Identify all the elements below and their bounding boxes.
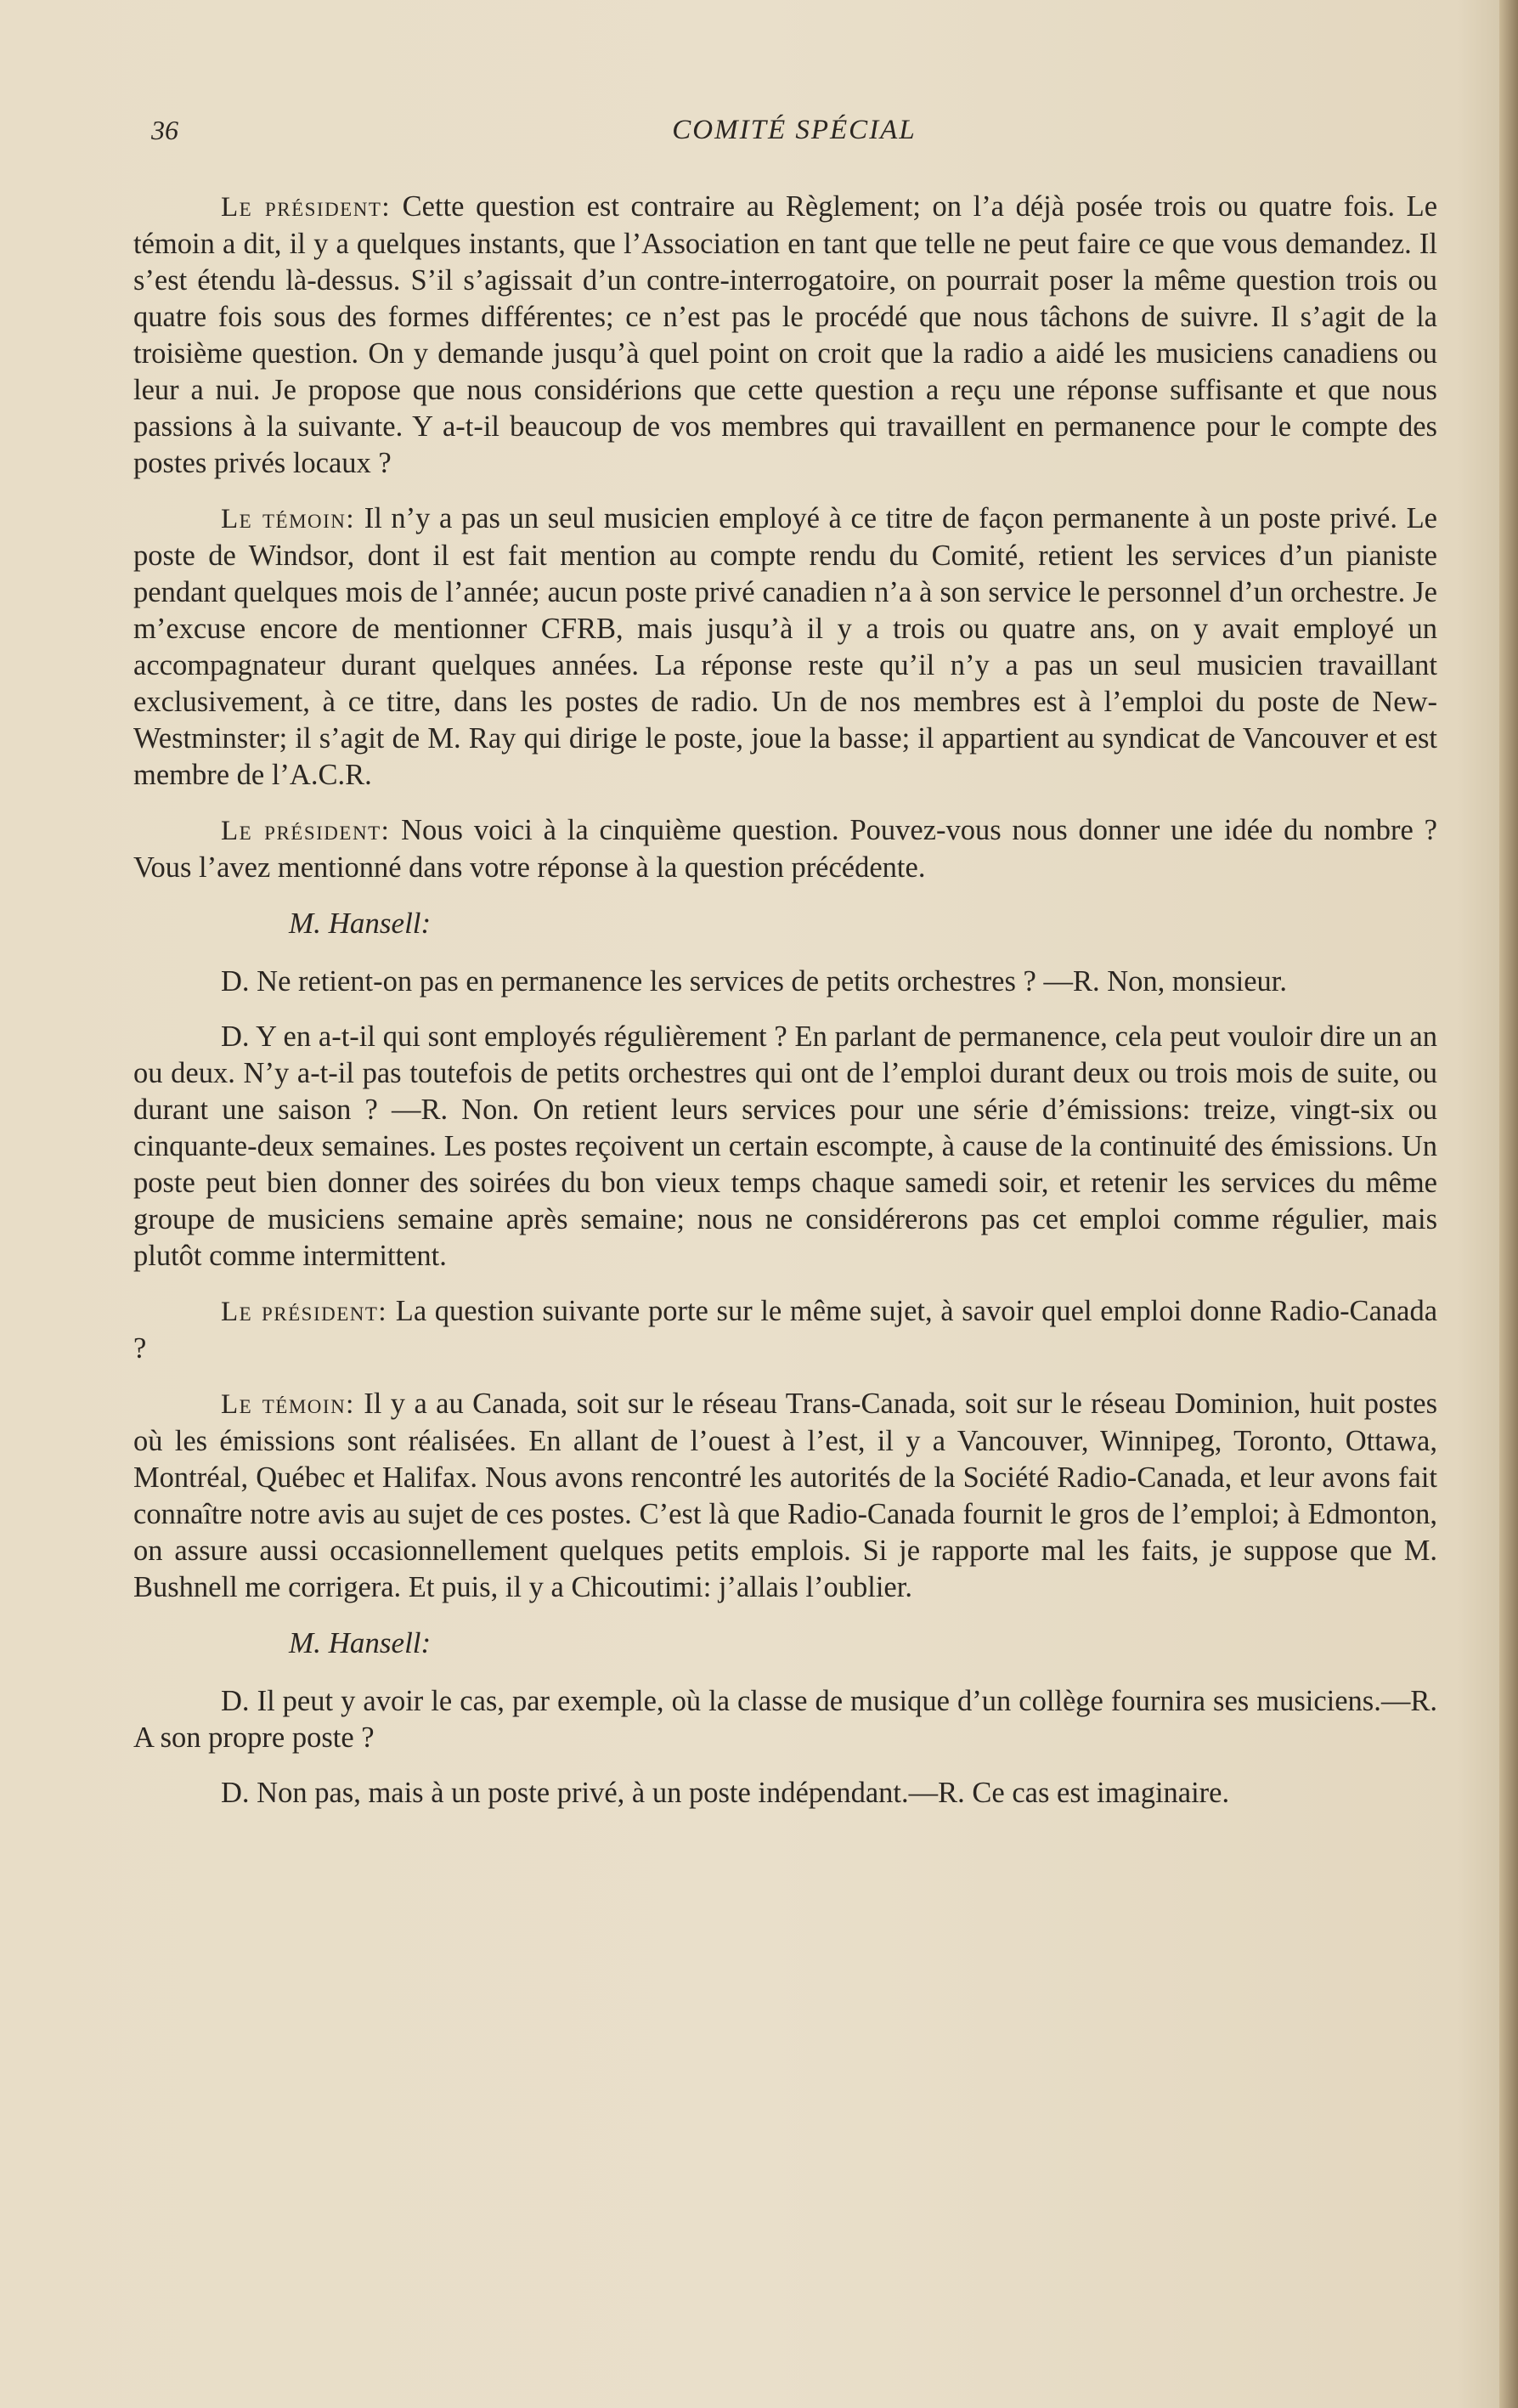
running-title: COMITÉ SPÉCIAL (672, 115, 917, 145)
speaker-heading: M. Hansell: (289, 907, 432, 940)
speaker-label: Le témoin: (221, 504, 356, 534)
page-header (151, 115, 1437, 152)
speaker-label: Le président: (221, 816, 391, 846)
speaker-label: Le président: (221, 1297, 388, 1327)
speaker-label: Le témoin: (221, 1389, 355, 1420)
paragraph-text: La question suivante porte sur le même sujet, à savoir quel emploi donne Radio-Canada ? (133, 1295, 1438, 1365)
paragraph-text: D. Non pas, mais à un poste privé, à un poste indépendant.—R. Ce cas est imaginaire. (221, 1777, 1230, 1809)
paragraph (133, 1019, 1437, 1275)
paragraph-text: D. Y en a-t-il qui sont employés régulièrement ? En parlant de permanence, cela peut vouloir dire un an ou deux. N’y a-t-il pas toutefois de petits orchestres qui ont de l’emploi durant deux ou trois mois de suite, ou durant une saison ? —R. Non. On retient leurs services pour une série d’émissions: treize, vingt-six ou cinquante-deux semaines. Les postes reçoivent un certain escompte, à cause de la continuité des émissions. Un poste peut bien donner des soirées du bon vieux temps chaque samedi soir, et retenir les services du même groupe de musiciens semaine après semaine; nous ne considérerons pas cet emploi comme régulier, mais plutôt comme intermittent. (133, 1020, 1437, 1272)
page-number: 36 (151, 115, 178, 145)
paragraph-text: Nous voici à la cinquième question. Pouvez-vous nous donner une idée du nombre ? Vous l’avez mentionné dans votre réponse à la question précédente. (133, 814, 1437, 884)
paragraph (133, 812, 1437, 886)
paragraph (133, 1683, 1437, 1756)
paragraph (133, 1293, 1437, 1367)
page-edge (1499, 0, 1518, 2408)
page-body (133, 189, 1437, 1830)
paragraph-text: Il y a au Canada, soit sur le réseau Trans-Canada, soit sur le réseau Dominion, huit postes où les émissions sont réalisées. En allant de l’ouest à l’est, il y a Vancouver, Winnipeg, Toronto, Ottawa, Montréal, Québec et Halifax. Nous avons rencontré les autorités de la Société Radio-Canada, et leur avons fait connaître notre avis au sujet de ces postes. C’est là que Radio-Canada fournit le gros de l’emploi; à Edmonton, on assure aussi occasionnellement quelques petits emplois. Si je rapporte mal les faits, je suppose que M. Bushnell me corrigera. Et puis, il y a Chicoutimi: j’allais l’oublier. (133, 1388, 1438, 1603)
paragraph (133, 1386, 1437, 1606)
paragraph-text: Cette question est contraire au Règlement; on l’a déjà posée trois ou quatre fois. Le témoin a dit, il y a quelques instants, que l’Association en tant que telle ne peut faire ce que vous demandez. Il s’est étendu là-dessus. S’il s’agissait d’un contre-interrogatoire, on pourrait poser la même question trois ou quatre fois sous des formes différentes; ce n’est pas le procédé que nous tâchons de suivre. Il s’agit de la troisième question. On y demande jusqu’à quel point on croit que la radio a aidé les musiciens canadiens ou leur a nui. Je propose que nous considérions que cette question a reçu une réponse suffisante et que nous passions à la suivante. Y a-t-il beaucoup de vos membres qui travaillent en permanence pour le compte des postes privés locaux ? (133, 190, 1438, 479)
paragraph (133, 189, 1437, 482)
paragraph (133, 964, 1437, 1000)
paragraph (133, 500, 1437, 794)
speaker-label: Le président: (221, 192, 392, 223)
paragraph-text: D. Il peut y avoir le cas, par exemple, où la classe de musique d’un collège fournira ses musiciens.—R. A son propre poste ? (133, 1685, 1437, 1754)
paragraph (133, 1775, 1437, 1812)
paragraph-text: D. Ne retient-on pas en permanence les services de petits orchestres ? —R. Non, monsieur. (221, 965, 1288, 998)
paragraph-text: Il n’y a pas un seul musicien employé à ce titre de façon permanente à un poste privé. Le poste de Windsor, dont il est fait mention au compte rendu du Comité, retient les services d’un pianiste pendant quelques mois de l’année; aucun poste privé canadien n’a à son service le personnel d’un orchestre. Je m’excuse encore de mentionner CFRB, mais jusqu’à il y a trois ou quatre ans, on y avait employé un accompagnateur durant quelques années. La réponse reste qu’il n’y a pas un seul musicien travaillant exclusivement, à ce titre, dans les postes de radio. Un de nos membres est à l’emploi du poste de New-Westminster; il s’agit de M. Ray qui dirige le poste, joue la basse; il appartient au syndicat de Vancouver et est membre de l’A.C.R. (133, 502, 1437, 791)
speaker-heading: M. Hansell: (289, 1626, 432, 1659)
